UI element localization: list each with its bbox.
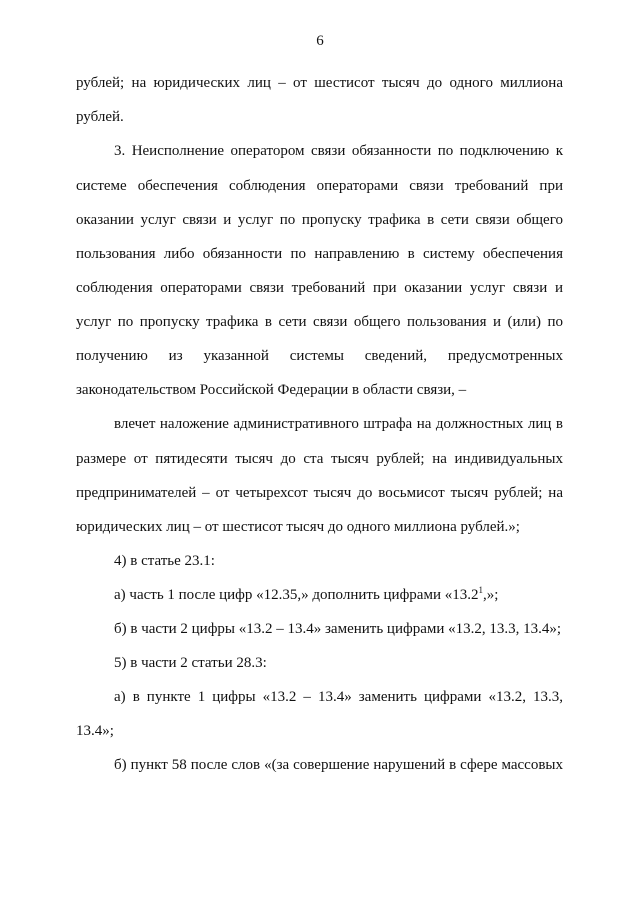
page-number: 6 <box>316 33 324 49</box>
text-line-5: оказании услуг связи и услуг по пропуску трафика в сети связи общего <box>76 212 563 228</box>
text-line-20: 13.4»; <box>76 723 114 739</box>
text-line-2: рублей. <box>76 109 124 125</box>
superscript-1: 1 <box>478 585 483 595</box>
text-line-21: б) пункт 58 после слов «(за совершение нарушений в сфере массовых <box>114 757 563 773</box>
text-line-13: предпринимателей – от четырехсот тысяч до восьмисот тысяч рублей; на <box>76 485 563 501</box>
text-line-16-main: а) часть 1 после цифр «12.35,» дополнить цифрами «13.2 <box>114 587 479 603</box>
text-line-10: законодательством Российской Федерации в области связи, – <box>76 382 467 398</box>
text-line-8: услуг по пропуску трафика в сети связи общего пользования и (или) по <box>76 314 563 330</box>
text-line-7: соблюдения операторами связи требований при оказании услуг связи и <box>76 280 563 296</box>
text-line-14: юридических лиц – от шестисот тысяч до одного миллиона рублей.»; <box>76 519 520 535</box>
text-line-11: влечет наложение административного штрафа на должностных лиц в <box>114 416 563 432</box>
text-line-17: б) в части 2 цифры «13.2 – 13.4» заменить цифрами «13.2, 13.3, 13.4»; <box>114 621 562 637</box>
text-line-18: 5) в части 2 статьи 28.3: <box>114 655 267 671</box>
text-line-9: получению из указанной системы сведений, предусмотренных <box>76 348 563 364</box>
text-line-12: размере от пятидесяти тысяч до ста тысяч рублей; на индивидуальных <box>76 451 563 467</box>
text-line-16 <box>114 585 563 605</box>
text-line-4: системе обеспечения соблюдения операторами связи требований при <box>76 178 563 194</box>
text-line-19: а) в пункте 1 цифры «13.2 – 13.4» заменить цифрами «13.2, 13.3, <box>114 689 563 705</box>
text-line-16-tail: ,»; <box>482 587 499 603</box>
text-line-6: пользования либо обязанности по направлению в систему обеспечения <box>76 246 563 262</box>
text-line-15: 4) в статье 23.1: <box>114 553 215 569</box>
text-line-3: 3. Неисполнение оператором связи обязанности по подключению к <box>114 143 563 159</box>
text-line-1: рублей; на юридических лиц – от шестисот тысяч до одного миллиона <box>76 75 563 91</box>
